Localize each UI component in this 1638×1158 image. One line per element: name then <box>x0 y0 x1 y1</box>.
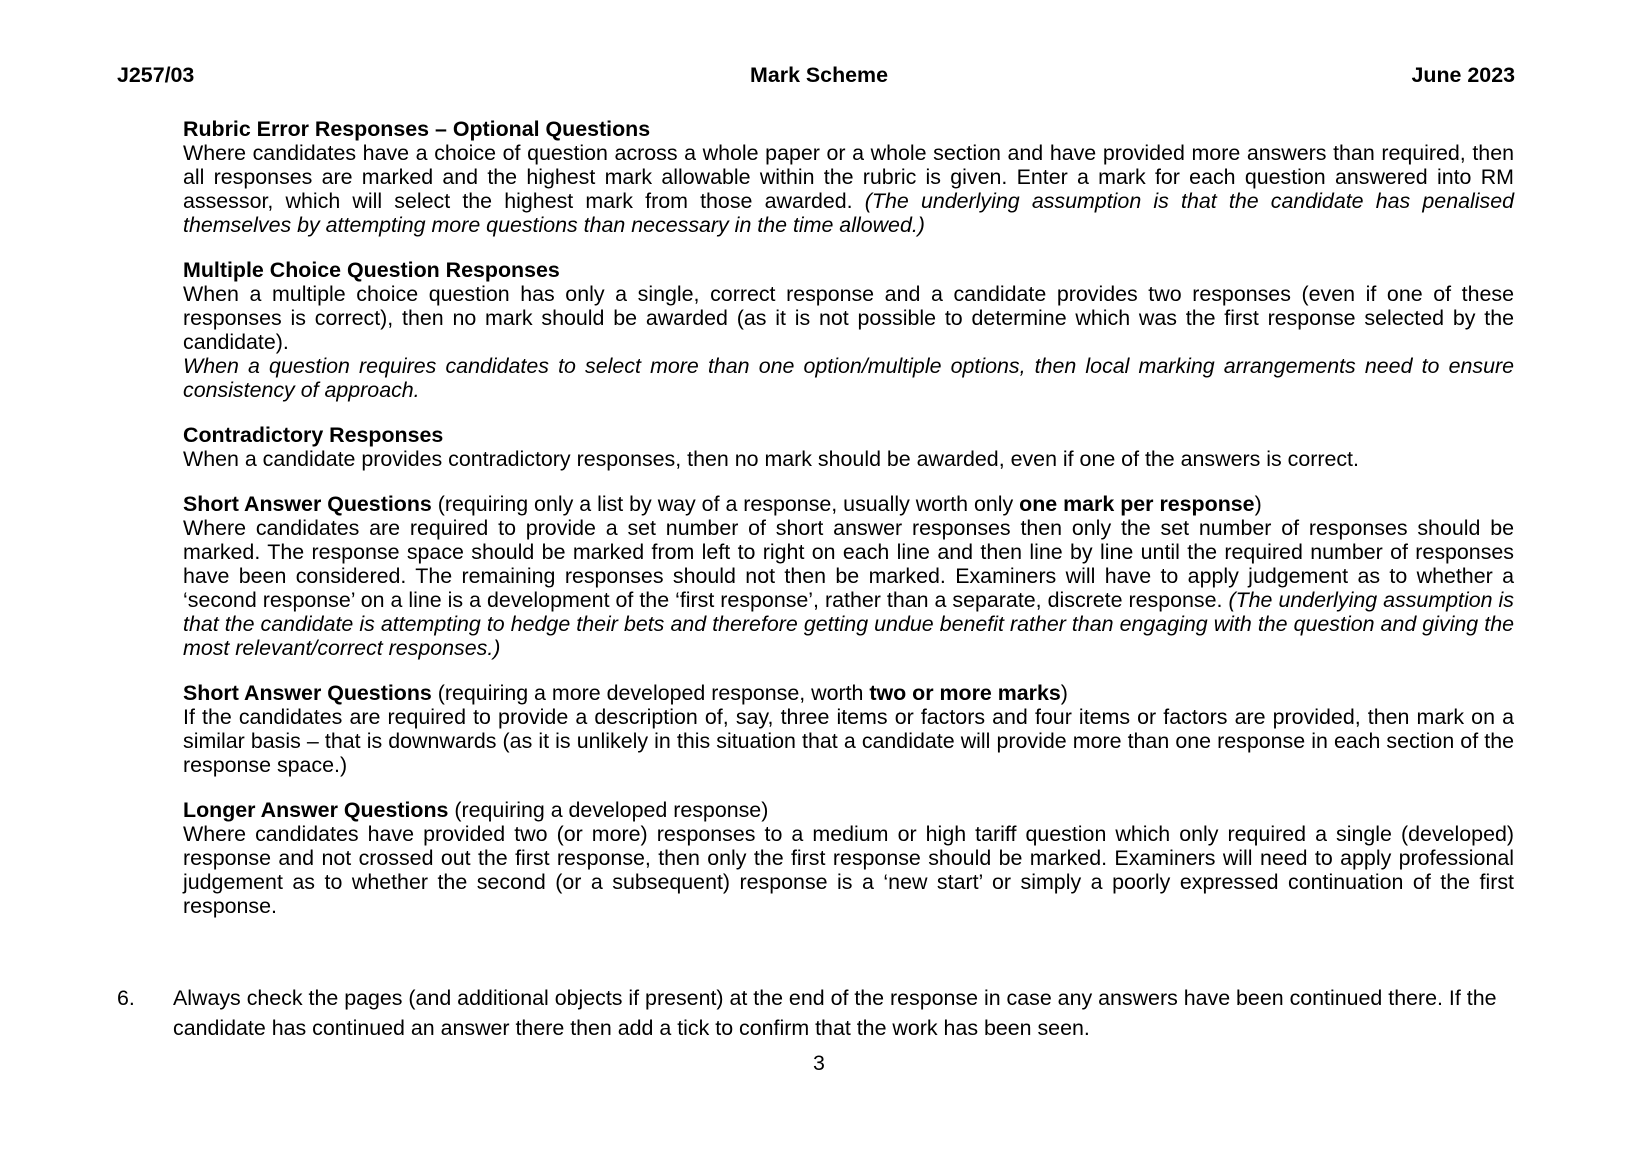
guidance-content <box>183 117 1514 939</box>
paragraph-text: If the candidates are required to provide a description of, say, three items or factors and four items or factors are provided, then mark on a similar basis – that is downwards (as it is unlikely in this situation that a candidate will provide more than one response in each section of the response space.) <box>183 705 1514 777</box>
section-short-answer-developed <box>183 681 1514 777</box>
section-heading <box>183 681 1514 705</box>
section-heading <box>183 423 1514 447</box>
heading-text: Multiple Choice Question Responses <box>183 258 560 282</box>
section-paragraph <box>183 141 1514 237</box>
list-number: 6. <box>117 986 135 1010</box>
section-heading <box>183 117 1514 141</box>
paper-code: J257/03 <box>117 63 195 87</box>
paragraph-text-italic: (The underlying assumption is that the candidate has penalised themselves by attempting more questions than necessary in the time allowed.) <box>183 189 1514 237</box>
session-date: June 2023 <box>1411 63 1515 87</box>
document-title: Mark Scheme <box>750 63 888 87</box>
section-paragraph <box>183 354 1514 402</box>
page-header <box>0 63 1638 87</box>
section-paragraph <box>183 705 1514 777</box>
numbered-instruction-6 <box>117 983 1514 1043</box>
paragraph-text: When a candidate provides contradictory responses, then no mark should be awarded, even if one of the answers is correct. <box>183 447 1359 471</box>
list-item-text: Always check the pages (and additional objects if present) at the end of the response in case any answers have been continued there. If the candidate has continued an answer there then add a tick to confirm that the work has been seen. <box>173 986 1497 1040</box>
paragraph-text: Where candidates have a choice of question across a whole paper or a whole section and have provided more answers than required, then all responses are marked and the highest mark allowable within the rubric is given. Enter a mark for each question answered into RM assessor, which will select the highest mark from those awarded. <box>183 141 1514 213</box>
section-multiple-choice-responses <box>183 258 1514 402</box>
heading-text: ) <box>1254 492 1262 516</box>
page-number: 3 <box>813 1051 825 1075</box>
section-paragraph <box>183 447 1514 471</box>
heading-text: Short Answer Questions <box>183 492 432 516</box>
heading-text: ) <box>1060 681 1068 705</box>
section-heading <box>183 492 1514 516</box>
heading-text: Longer Answer Questions <box>183 798 449 822</box>
paragraph-text: Where candidates have provided two (or more) responses to a medium or high tariff question which only required a single (developed) response and not crossed out the first response, then only the first response should be marked. Examiners will need to apply professional judgement as to whether the second (or a subsequent) response is a ‘new start’ or simply a poorly expressed continuation of the first response. <box>183 822 1514 918</box>
section-heading <box>183 798 1514 822</box>
section-longer-answer <box>183 798 1514 918</box>
section-short-answer-list <box>183 492 1514 660</box>
section-paragraph <box>183 516 1514 660</box>
section-paragraph <box>183 822 1514 918</box>
heading-text: Contradictory Responses <box>183 423 444 447</box>
heading-text: (requiring a more developed response, worth <box>431 681 870 705</box>
heading-text: (requiring only a list by way of a response, usually worth only <box>431 492 1020 516</box>
paragraph-text: When a multiple choice question has only a single, correct response and a candidate provides two responses (even if one of these responses is correct), then no mark should be awarded (as it is not possible to determine which was the first response selected by the candidate). <box>183 282 1514 354</box>
heading-text: one mark per response <box>1019 492 1255 516</box>
paragraph-text: Where candidates are required to provide a set number of short answer responses then only the set number of responses should be marked. The response space should be marked from left to right on each line and then line by line until the required number of responses have been considered. The remaining responses should not then be marked. Examiners will have to apply judgement as to whether a ‘second response’ on a line is a development of the ‘first response’, rather than a separate, discrete response. <box>183 516 1514 612</box>
section-rubric-error-responses <box>183 117 1514 237</box>
paragraph-text-italic: (The underlying assumption is that the candidate is attempting to hedge their bets and therefore getting undue benefit rather than engaging with the question and giving the most relevant/correct responses.) <box>183 588 1514 660</box>
heading-text: Rubric Error Responses – Optional Questions <box>183 117 651 141</box>
section-heading <box>183 258 1514 282</box>
heading-text: (requiring a developed response) <box>448 798 769 822</box>
heading-text: two or more marks <box>869 681 1061 705</box>
paragraph-text-italic: When a question requires candidates to select more than one option/multiple options, then local marking arrangements need to ensure consistency of approach. <box>183 354 1514 402</box>
section-paragraph <box>183 282 1514 354</box>
section-contradictory-responses <box>183 423 1514 471</box>
heading-text: Short Answer Questions <box>183 681 432 705</box>
